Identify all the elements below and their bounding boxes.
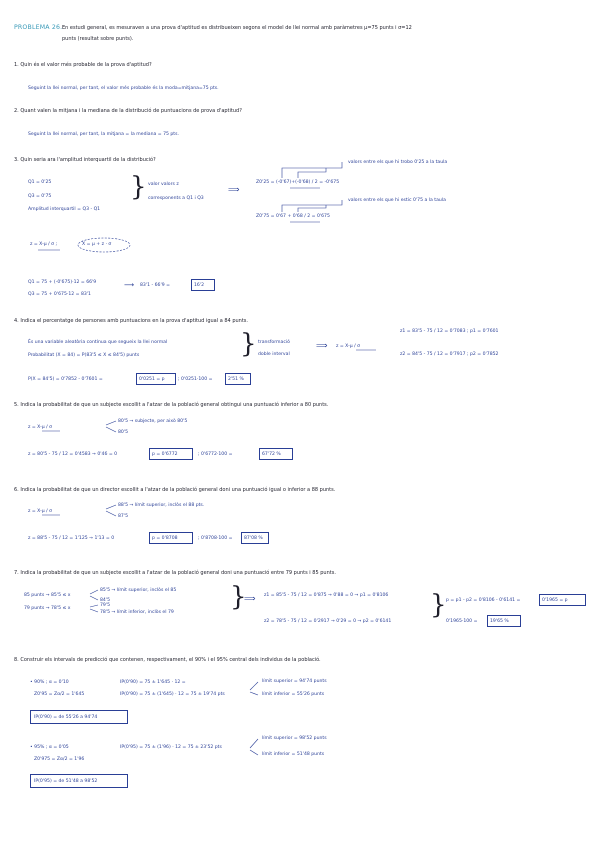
q3-note-bottom: valors entre els que hi estic 0'75 a la taula	[348, 198, 446, 203]
q4-brace-note-2: doble interval	[258, 352, 290, 357]
q1-question: 1. Quin és el valor més probable de la prova d'aptitud?	[14, 62, 152, 68]
q6-pct-calc: ; 0'8708·100 =	[198, 536, 233, 541]
q8-question: 8. Construir els intervals de predicció que contenen, respectivament, el 90% i el 95% central dels individus de la població.	[14, 657, 321, 663]
q8-b-line-2: Z0'975 = Zα/2 = 1'96	[34, 757, 85, 762]
q4-brace: }	[240, 329, 257, 359]
q7-z1: z1 = 85'5 - 75 / 12 = 0'875 → 0'88 = 0 → p1 = 0'8106	[264, 593, 389, 598]
problem-statement-line-2: punts (resultat sobre punts).	[62, 36, 134, 42]
q7-z2: z2 = 78'5 - 75 / 12 = 0'2917 → 0'29 = 0 → p2 = 0'6141	[264, 619, 392, 624]
q5-question: 5. Indica la probabilitat de que un subjecte escollit a l'atzar de la població general obtingui una puntuació inferior a 80 punts.	[14, 402, 329, 408]
q3-q1-calc: Q1 = 75 + (-0'675)·12 = 66'9	[28, 280, 97, 285]
q5-branch-top: 80'5 → subjecte, per això 80'5	[118, 419, 188, 424]
q8-b-lower: límit inferior = 51'48 punts	[262, 752, 325, 757]
q4-z1: z1 = 83'5 - 75 / 12 = 0'7083 ; p1 = 0'7601	[400, 329, 499, 334]
q6-question: 6. Indica la probabilitat de que un director escollit a l'atzar de la població general doni una puntuació igual o inferior a 88 punts.	[14, 487, 336, 493]
q7-p85: 85 punts → 85'5 ≤ x	[24, 593, 71, 598]
q4-final: P(X = 84'5) = 0'7852 - 0'7601 =	[28, 377, 103, 382]
q7-branch-85-bottom: 84'5	[100, 598, 111, 603]
q3-iqr: Amplitud interquartil = Q3 - Q1	[28, 207, 101, 212]
q8-b-upper: límit superior = 98'52 punts	[262, 736, 327, 741]
q4-question: 4. Indica el percentatge de persones amb puntuacions en la prova d'aptitud igual a 84 punts.	[14, 318, 248, 324]
q4-z2: z2 = 84'5 - 75 / 12 = 0'7917 ; p2 = 0'7852	[400, 352, 499, 357]
q5-z-calc: z = 80'5 - 75 / 12 = 0'4583 → 0'46 = 0	[28, 452, 118, 457]
q7-implies-arrow: ⟹	[244, 594, 256, 603]
q8-a-line-1: • 90% ; α = 0'10	[30, 680, 69, 685]
q3-side-note-2: corresponents a Q1 i Q3	[148, 196, 204, 201]
q6-z-formula: z = X-μ / σ	[28, 509, 53, 514]
q3-question: 3. Quin seria ara l'amplitud interquartil de la distribució?	[14, 157, 156, 163]
q6-branch-top: 88'5 → límit superior, inclòs el 88 pts.	[118, 503, 205, 508]
problem-title: PROBLEMA 26.	[14, 24, 63, 31]
q7-p79: 79 punts → 78'5 ≤ x	[24, 606, 71, 611]
q8-b-interval-value: IP(0'95) = de 51'48 a 98'52	[34, 779, 98, 784]
q7-pct-calc: 0'1965·100 =	[446, 619, 478, 624]
q3-z025: Z0'25 = (-0'67)+(-0'68) / 2 = -0'675	[256, 180, 340, 185]
q3-note-top: valors entre els que hi trobo 0'25 a la taula	[348, 160, 448, 165]
q6-z-calc: z = 88'5 - 75 / 12 = 1'125 → 1'13 = 0	[28, 536, 115, 541]
q4-final-value: 0'0251 = p	[139, 377, 165, 382]
problem-statement-line-1: En estudi general, es mesuraven a una prova d'aptitud es distribueixen segons el model de llei normal amb paràmetres μ=75 punts i σ=12	[62, 25, 412, 31]
q3-formula-cloud: X = μ + z · σ	[82, 242, 112, 247]
q8-a-lower: límit inferior = 55'26 punts	[262, 692, 325, 697]
q3-z075: Z0'75 = 0'67 + 0'68 / 2 = 0'675	[256, 214, 330, 219]
q6-prob-value: p = 0'8708	[152, 536, 178, 541]
q7-branch-79-top: 79'5	[100, 603, 111, 608]
q7-result-value: 0'1965 = p	[542, 598, 568, 603]
q3-result-arrow: ⟶	[124, 281, 135, 289]
q7-pct-value: 19'65 %	[490, 619, 509, 624]
q5-pct-value: 67'72 %	[262, 452, 281, 457]
q6-pct-value: 87'08 %	[244, 536, 263, 541]
q8-b-formula: IP(0'95) = 75 ± (1'96) · 12 = 75 ± 23'52 pts	[120, 745, 222, 750]
q7-branch-79-bottom: 78'5 → límit inferior, inclòs el 79	[100, 610, 174, 615]
q3-q1: Q1 = 0'25	[28, 180, 52, 185]
q5-prob-value: p = 0'6772	[152, 452, 178, 457]
q8-a-upper: límit superior = 94'74 punts	[262, 679, 327, 684]
q4-percent-calc: ; 0'0251·100 =	[178, 377, 213, 382]
q4-z-formula: z = X-μ / σ	[336, 344, 361, 349]
q8-b-line-1: • 95% ; α = 0'05	[30, 745, 69, 750]
q5-branch-bottom: 80'5	[118, 430, 129, 435]
q4-percent-value: 2'51 %	[228, 377, 244, 382]
q8-a-formula-2: IP(0'90) = 75 ± (1'645) · 12 = 75 ± 19'74 pts	[120, 692, 225, 697]
q3-z-formula: z = X-μ / σ ;	[30, 242, 58, 247]
q6-branch-bottom: 87'5	[118, 514, 129, 519]
q1-answer: Seguint la llei normal, per tant, el valor més probable és la moda=mitjana=75 pts.	[28, 86, 219, 91]
q3-result-value: 16'2	[194, 283, 205, 288]
q3-q3: Q3 = 0'75	[28, 194, 52, 199]
q5-z-formula: z = X-μ / σ	[28, 425, 53, 430]
q3-side-note-1: valor valors z	[148, 182, 179, 187]
q2-question: 2. Quant valen la mitjana i la mediana de la distribució de puntuacions de prova d'aptitud?	[14, 108, 242, 114]
q3-q3-calc: Q3 = 75 + 0'675·12 = 83'1	[28, 292, 91, 297]
q2-answer: Seguint la llei normal, per tant, la mitjana = la mediana = 75 pts.	[28, 132, 179, 137]
q4-brace-note-1: transformació	[258, 340, 290, 345]
q7-brace-right: }	[430, 590, 447, 620]
q4-line-1: És una variable aleatòria contínua que segueix la llei normal	[28, 340, 168, 345]
q8-a-formula: IP(0'90) = 75 ± 1'645 · 12 =	[120, 680, 186, 685]
q3-brace: }	[130, 172, 147, 202]
q5-pct-calc: ; 0'6772·100 =	[198, 452, 233, 457]
q8-a-line-2: Z0'95 = Zα/2 = 1'645	[34, 692, 85, 697]
q3-implies-arrow: ⟹	[228, 185, 240, 194]
q4-line-2: Probabilitat (X = 84) = P(83'5 ≤ X ≤ 84'5) punts	[28, 353, 140, 358]
q7-result: p = p1 - p2 = 0'8106 - 0'6141 =	[446, 598, 521, 603]
q7-brace: }	[230, 582, 247, 612]
q7-branch-85-top: 85'5 → límit superior, inclòs el 85	[100, 588, 177, 593]
q3-result: 83'1 - 66'9 =	[140, 283, 170, 288]
q8-a-interval-value: IP(0'90) = de 55'26 a 94'74	[34, 715, 98, 720]
q4-implies-arrow: ⟹	[316, 341, 328, 350]
q7-question: 7. Indica la probabilitat de que un subjecte escollit a l'atzar de la població general doni una puntuació entre 79 punts i 85 punts.	[14, 570, 336, 576]
